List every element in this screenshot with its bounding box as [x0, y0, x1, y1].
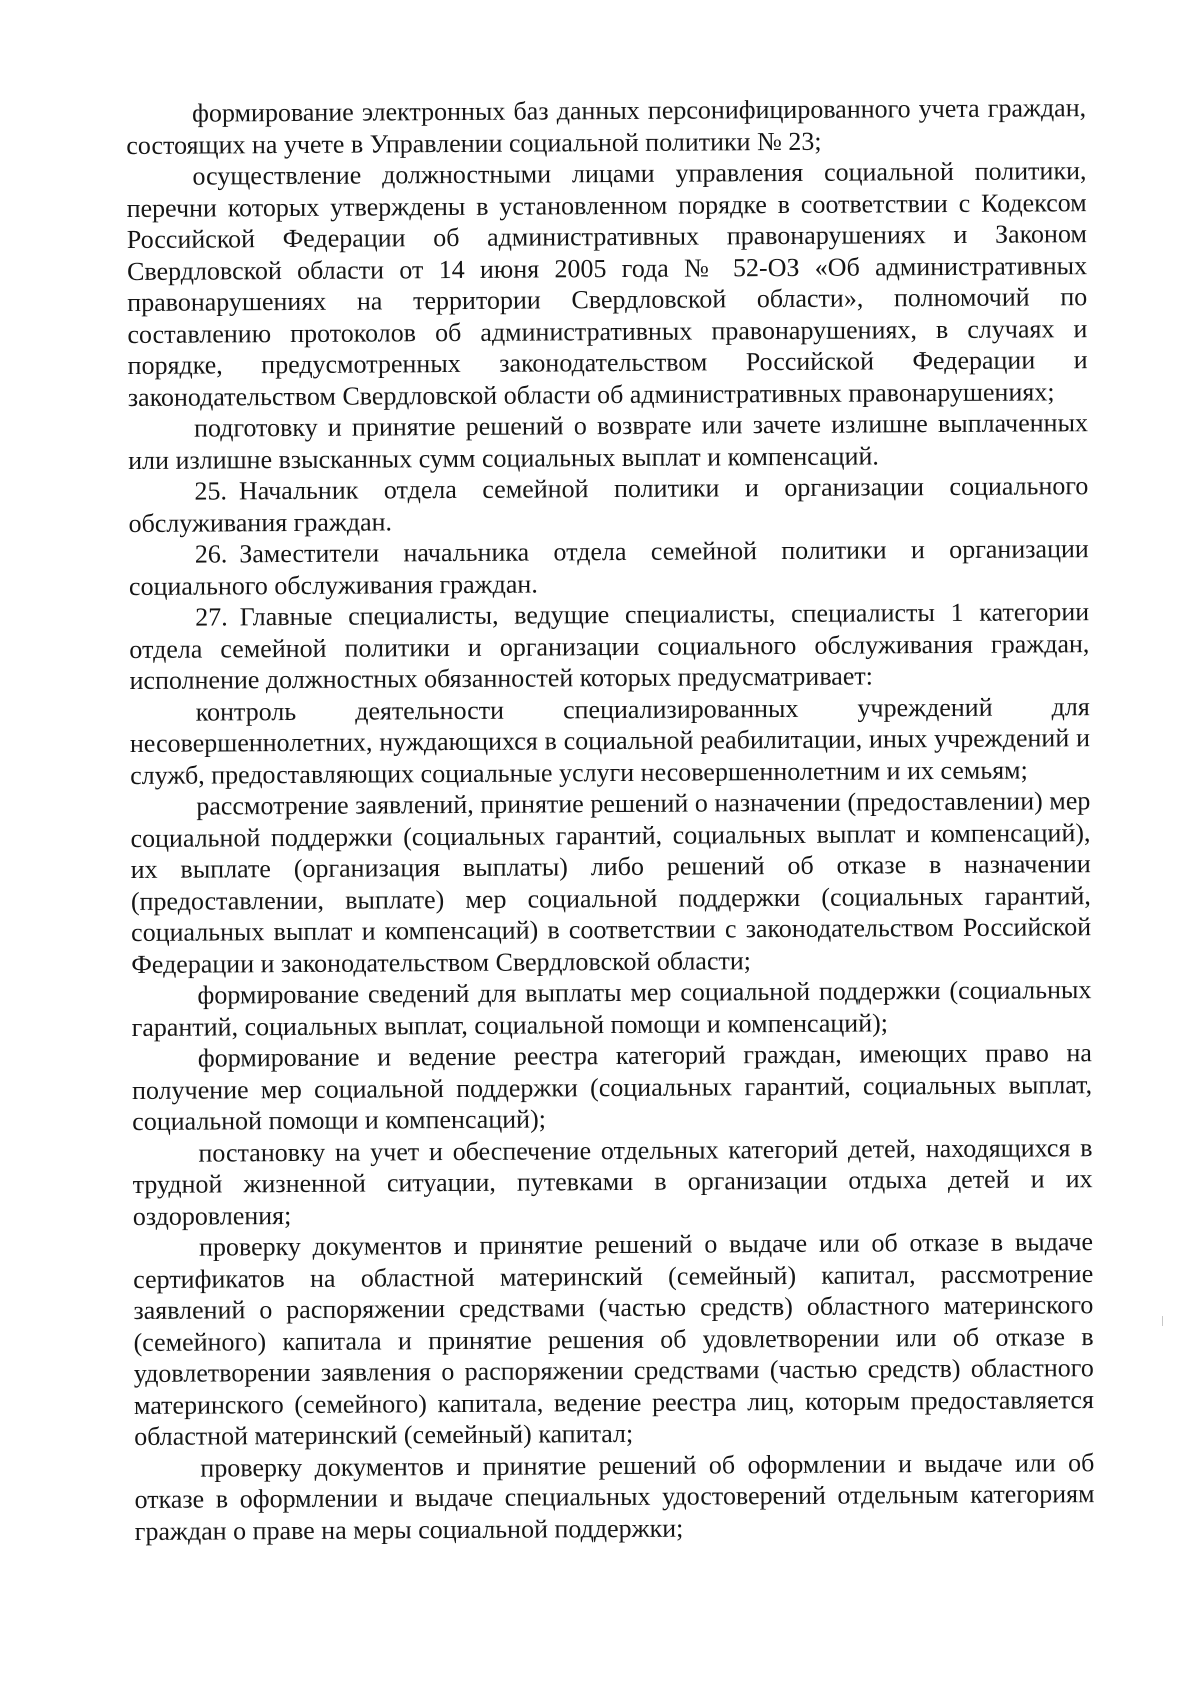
paragraph-item-25 — [128, 470, 1088, 539]
paragraph-text: проверку документов и принятие решений о выдаче или об отказе в выдаче сертификатов на областной материнский (семейный) капитал, рассмотрение заявлений о распоряжении средствами (частью средств) областного материнского (семейного) капитала и принятие решения об удовлетворении или об отказе в удовлетворении заявления о распоряжении средствами (частью средств) областного материнского (семейного) капитала, ведение реестра лиц, которым предоставляется областной материнский (семейный) капитал; — [133, 1227, 1095, 1451]
paragraph-text: формирование сведений для выплаты мер социальной поддержки (социальных гарантий, социальных выплат, социальной помощи и компенсаций); — [131, 975, 1092, 1042]
paragraph-2 — [126, 155, 1088, 413]
paragraph-13 — [134, 1447, 1095, 1547]
paragraph-text: осуществление должностными лицами управления социальной политики, перечни которых утверждены в установленном порядке в соответствии с Кодексом Российской Федерации об административных правонарушениях и Законом Свердловской области от 14 июня 2005 года № 52-ОЗ «Об административных правонарушениях на территории Свердловской области», полномочий по составлению протоколов об административных правонарушениях, в случаях и порядке, предусмотренных законодательством Российской Федерации и законодательством Свердловской области об административных правонарушениях; — [126, 156, 1088, 412]
paragraph-7 — [130, 691, 1091, 791]
paragraph-text: Главные специалисты, ведущие специалисты, специалисты 1 категории отдела семейной политики и организации социального обслуживания граждан, исполнение должностных обязанностей которых предусматривает: — [129, 597, 1090, 695]
paragraph-text: формирование электронных баз данных персонифицированного учета граждан, состоящих на учете в Управлении социальной политики № 23; — [126, 93, 1087, 160]
paragraph-11 — [132, 1132, 1093, 1232]
paragraph-text: постановку на учет и обеспечение отдельных категорий детей, находящихся в трудной жизненной ситуации, путевками в организации отдыха детей и их оздоровления; — [132, 1132, 1093, 1231]
item-number: 25. — [194, 476, 227, 506]
paragraph-text: Начальник отдела семейной политики и организации социального обслуживания граждан. — [128, 471, 1089, 538]
document-body — [126, 92, 1095, 1547]
paragraph-text: формирование и ведение реестра категорий граждан, имеющих право на получение мер социальной поддержки (социальных гарантий, социальных выплат, социальной помощи и компенсаций); — [131, 1038, 1093, 1136]
paragraph-12 — [133, 1226, 1094, 1452]
paragraph-8 — [130, 785, 1091, 980]
paragraph-text: контроль деятельности специализированных учреждений для несовершеннолетних, нуждающихся в социальной реабилитации, иных учреждений и служб, предоставляющих социальные услуги несовершеннолетним и их семьям; — [129, 691, 1091, 790]
paragraph-text: Заместители начальника отдела семейной политики и организации социального обслуживания граждан. — [128, 534, 1089, 601]
paragraph-9 — [131, 974, 1091, 1043]
paragraph-item-26 — [129, 533, 1089, 602]
paragraph-text: рассмотрение заявлений, принятие решений о назначении (предоставлении) мер социальной поддержки (социальных гарантий, социальных выплат и компенсаций), их выплате (организация выплаты) либо решений об отказе в назначении (предоставлении, выплате) мер социальной поддержки (социальных гарантий, социальных выплат и компенсаций) в соответствии с законодательством Российской Федерации и законодательством Свердловской области; — [130, 786, 1092, 979]
item-number: 27. — [195, 602, 228, 632]
paragraph-text: подготовку и принятие решений о возврате или зачете излишне выплаченных или излишне взысканных сумм социальных выплат и компенсаций. — [128, 408, 1089, 475]
paragraph-10 — [132, 1037, 1093, 1137]
paragraph-item-27 — [129, 596, 1090, 696]
paragraph-1 — [126, 92, 1086, 161]
paragraph-text: проверку документов и принятие решений об оформлении и выдаче или об отказе в оформлении и выдаче специальных удостоверений отдельным категориям граждан о праве на меры социальной поддержки; — [134, 1447, 1095, 1546]
scan-artifact — [1162, 1316, 1163, 1326]
paragraph-3 — [128, 407, 1088, 476]
item-number: 26. — [194, 539, 228, 569]
